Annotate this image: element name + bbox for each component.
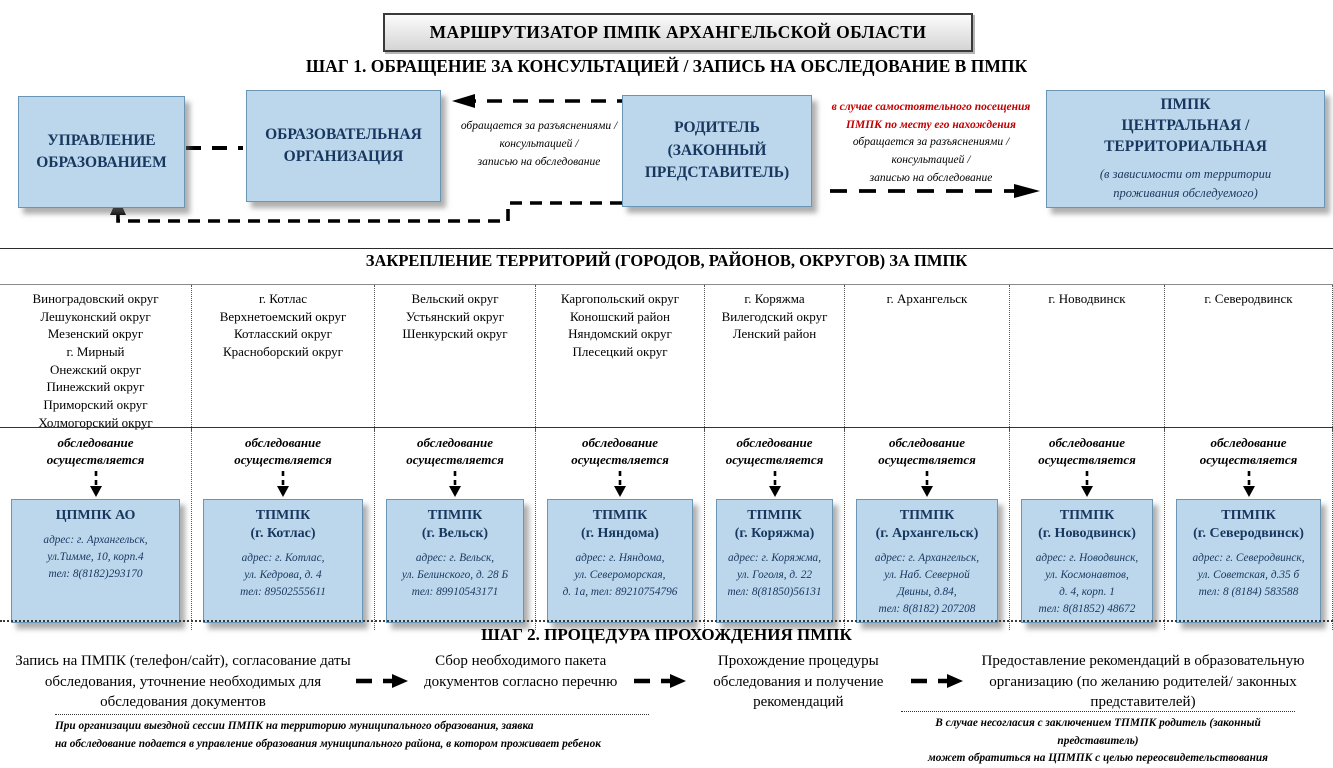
- territory-item: Каргопольский округ: [560, 291, 680, 306]
- parent-box: [622, 95, 812, 207]
- management-box: [18, 96, 185, 208]
- pmpk-central-line: ПМПК: [1160, 96, 1211, 114]
- pmpk-central-box: [1046, 90, 1325, 208]
- step2-heading: ШАГ 2. ПРОЦЕДУРА ПРОХОЖДЕНИЯ ПМПК: [481, 625, 852, 644]
- pmpk-box-subtitle: (г. Коряжма): [734, 525, 815, 541]
- address-line: адрес: г. Коряжма,: [727, 552, 822, 565]
- pmpk-box-title: ТПМПК: [747, 507, 802, 523]
- territory-item: Мезенский округ: [47, 326, 144, 342]
- territory-item: Красноборский округ: [222, 344, 343, 360]
- down-arrow-icon: [916, 471, 938, 498]
- address-line: адрес: г. Новодвинск,: [1035, 552, 1139, 565]
- exam-label-line: обследование: [57, 435, 134, 450]
- down-arrow-icon: [444, 471, 466, 498]
- pmpk-column: [705, 428, 845, 630]
- exam-label-line: обследование: [888, 435, 966, 450]
- address-line: тел: 89502555611: [240, 586, 326, 599]
- pmpk-box-title: ТПМПК: [427, 507, 483, 523]
- territory-column: [1010, 285, 1165, 431]
- pmpk-box-address: [1024, 550, 1150, 618]
- exam-label-line: осуществляется: [1038, 451, 1136, 467]
- address-line: ул. Кедрова, д. 4: [244, 569, 322, 582]
- footnote-left: [55, 714, 649, 753]
- territory-item: г. Котлас: [258, 291, 308, 306]
- pmpk-box-address: [14, 532, 177, 583]
- pmpk-column: [1165, 428, 1333, 630]
- territory-item: Виноградовский округ: [32, 291, 159, 306]
- territory-column: [375, 285, 536, 431]
- footnote-line: на обследование подается в управление образования муниципального района, в котором проживает ребенок: [55, 737, 601, 750]
- territory-item: г. Новодвинск: [1048, 291, 1126, 306]
- parent-line: ПРЕДСТАВИТЕЛЬ): [644, 164, 790, 182]
- pmpk-box-address: [550, 550, 690, 601]
- territories-table: [0, 284, 1333, 428]
- exam-label-line: осуществляется: [234, 451, 332, 467]
- address-line: тел: 8(81852) 48672: [1038, 602, 1136, 615]
- exam-label-line: осуществляется: [1199, 451, 1298, 467]
- address-line: ул. Североморская,: [574, 569, 666, 582]
- territory-item: Холмогорский округ: [38, 414, 153, 430]
- pmpk-box-title: ТПМПК: [1059, 507, 1115, 523]
- pmpk-column: [375, 428, 536, 630]
- divider-line: [0, 248, 1333, 249]
- address-line: адрес: г. Няндома,: [575, 552, 665, 565]
- pmpk-box-subtitle: (г. Новодвинск): [1038, 525, 1136, 541]
- exam-label-line: осуществляется: [406, 451, 504, 467]
- consult-note-line: консультацией /: [891, 153, 971, 166]
- pmpk-contact-box: [203, 499, 363, 623]
- consult-note-line: записью на обследование: [869, 171, 993, 184]
- pmpk-box-subtitle: (г. Котлас): [250, 525, 316, 541]
- pmpk-box-address: [389, 550, 521, 601]
- footnote-line: может обратиться на ЦПМПК с целью переосвидетельствования: [928, 752, 1268, 764]
- step-arrow: [630, 651, 690, 697]
- territory-column: [1165, 285, 1333, 431]
- territory-column: [705, 285, 845, 431]
- exam-label-line: обследование: [416, 435, 494, 450]
- management-line: УПРАВЛЕНИЕ: [47, 131, 156, 149]
- territory-item: Няндомский округ: [568, 326, 672, 342]
- pmpk-contact-box: [856, 499, 998, 623]
- pmpk-box-address: [719, 550, 830, 601]
- address-line: ул. Космонавтов,: [1045, 569, 1129, 582]
- address-line: тел: 8 (8184) 583588: [1198, 586, 1299, 599]
- parent-line: РОДИТЕЛЬ: [674, 119, 760, 137]
- address-line: адрес: г. Архангельск,: [43, 533, 148, 546]
- self-visit-note-line: в случае самостоятельного посещения: [831, 101, 1031, 113]
- territory-item: Устьянский округ: [405, 308, 505, 324]
- consult-note: [447, 118, 631, 171]
- address-line: тел: 8(81850)56131: [727, 586, 822, 599]
- territory-item: Вельский округ: [411, 291, 499, 306]
- pmpk-box-title: ТПМПК: [1221, 507, 1276, 523]
- territory-item: Лешуконский округ: [40, 308, 151, 324]
- address-line: адрес: г. Вельск,: [415, 552, 495, 565]
- self-visit-note-line: ПМПК по месту его нахождения: [846, 118, 1016, 131]
- pmpk-box-address: [206, 550, 360, 601]
- exam-label-line: осуществляется: [46, 451, 145, 467]
- self-visit-note: [812, 99, 1050, 135]
- territory-item: Пинежский округ: [46, 379, 145, 395]
- exam-label-line: обследование: [1048, 435, 1126, 450]
- address-line: тел: 89910543171: [411, 586, 499, 599]
- down-arrow-icon: [272, 471, 294, 498]
- consult-note-line: консультацией /: [499, 137, 579, 150]
- pmpk-central-subtitle: [1100, 165, 1271, 203]
- pmpk-column: [536, 428, 705, 630]
- exam-label: [571, 428, 669, 469]
- territory-item: г. Коряжма: [744, 291, 805, 306]
- page-title-text: МАРШРУТИЗАТОР ПМПК АРХАНГЕЛЬСКОЙ ОБЛАСТИ: [429, 22, 927, 42]
- territory-item: Шенкурский округ: [402, 326, 508, 342]
- exam-label: [878, 428, 976, 469]
- organization-box: [246, 90, 441, 202]
- exam-label: [234, 428, 332, 469]
- consult-note-line: обращается за разъяснениями /: [460, 120, 618, 132]
- dashed-arrow-right-icon: [632, 651, 688, 697]
- pmpk-contact-box: [716, 499, 833, 623]
- territory-column: [0, 285, 192, 431]
- footnote-line: При организации выездной сессии ПМПК на территорию муниципального образования, заявка: [55, 720, 534, 732]
- territory-item: Ленский район: [732, 326, 817, 342]
- territory-column: [845, 285, 1010, 431]
- pmpk-box-subtitle: (г. Вельск): [421, 525, 489, 541]
- territory-item: г. Мирный: [66, 344, 125, 360]
- pmpk-box-address: [859, 550, 995, 618]
- pmpk-box-address: [1179, 550, 1318, 601]
- address-line: ул.Тимме, 10, корп.4: [47, 550, 144, 563]
- dashed-arrow-right-icon: [909, 651, 965, 697]
- address-line: адрес: г. Архангельск,: [874, 552, 980, 565]
- territory-column: [536, 285, 705, 431]
- management-line: ОБРАЗОВАНИЕМ: [36, 154, 167, 171]
- footnote-line: В случае несогласия с заключением ТПМПК родитель (законный представитель): [935, 717, 1261, 747]
- organization-line: ОБРАЗОВАТЕЛЬНАЯ: [265, 125, 422, 143]
- pmpk-box-title: ТПМПК: [255, 507, 311, 523]
- step2-item: Сбор необходимого пакета документов согласно перечню: [424, 653, 618, 690]
- pmpk-box-title: ТПМПК: [592, 507, 648, 523]
- step2-item: Предоставление рекомендаций в образовательную организацию (по желанию родителей/ законных представителей): [981, 653, 1305, 711]
- address-line: тел: 8(8182) 207208: [878, 602, 976, 615]
- pmpk-box-title: ЦПМПК АО: [55, 507, 136, 523]
- consult-note-2: [812, 134, 1050, 187]
- exam-label: [1038, 428, 1136, 469]
- exam-label-line: обследование: [581, 435, 659, 450]
- exam-label: [406, 428, 504, 469]
- down-arrow-icon: [1076, 471, 1098, 498]
- pmpk-column: [1010, 428, 1165, 630]
- pmpk-box-title: ТПМПК: [899, 507, 955, 523]
- pmpk-box-subtitle: (г. Архангельск): [875, 525, 979, 541]
- address-line: ул. Белинского, д. 28 Б: [401, 569, 509, 582]
- territory-item: Котласский округ: [234, 326, 332, 342]
- exam-label: [726, 428, 824, 469]
- step2-item: Прохождение процедуры обследования и получение рекомендаций: [713, 653, 884, 711]
- pmpk-column: [0, 428, 192, 630]
- territory-column: [192, 285, 375, 431]
- pmpk-box-subtitle: (г. Няндома): [581, 525, 659, 541]
- exam-label-line: обследование: [736, 435, 813, 450]
- page-title: [383, 13, 973, 52]
- exam-label-line: осуществляется: [878, 451, 976, 467]
- address-line: адрес: г. Северодвинск,: [1192, 552, 1305, 565]
- pmpk-central-subtitle-line: проживания обследуемого): [1113, 185, 1258, 200]
- pmpk-contact-box: [547, 499, 693, 623]
- footnote-right: [901, 711, 1295, 768]
- step1-heading: ШАГ 1. ОБРАЩЕНИЕ ЗА КОНСУЛЬТАЦИЕЙ / ЗАПИСЬ НА ОБСЛЕДОВАНИЕ В ПМПК: [305, 56, 1028, 76]
- pmpk-column: [845, 428, 1010, 630]
- address-line: д. 4, корп. 1: [1059, 586, 1115, 599]
- pmpk-central-subtitle-line: (в зависимости от территории: [1099, 167, 1272, 182]
- exam-label-line: осуществляется: [725, 451, 824, 467]
- territory-item: г. Архангельск: [886, 291, 968, 306]
- exam-label: [1200, 428, 1298, 469]
- exam-label-line: обследование: [244, 435, 322, 450]
- step2-item: Запись на ПМПК (телефон/сайт), согласование даты обследования, уточнение необходимых для обследования документов: [15, 653, 351, 711]
- step2-procedure-row: [14, 651, 1319, 713]
- territory-item: Онежский округ: [49, 361, 142, 377]
- pmpk-contact-box: [386, 499, 524, 623]
- parent-line: (ЗАКОННЫЙ: [667, 141, 767, 159]
- divider-dotted: [0, 620, 1333, 622]
- down-arrow-icon: [764, 471, 786, 498]
- territory-item: Вилегодский округ: [721, 308, 828, 324]
- exam-label-line: осуществляется: [571, 451, 669, 467]
- pmpk-central-line: ЦЕНТРАЛЬНАЯ /: [1121, 117, 1250, 135]
- address-line: ул. Гоголя, д. 22: [736, 569, 813, 582]
- territory-item: Плесецкий округ: [572, 344, 668, 360]
- address-line: ул. Советская, д.35 б: [1197, 569, 1300, 582]
- pmpk-contact-box: [1021, 499, 1153, 623]
- pmpk-contact-box: [1176, 499, 1321, 623]
- step-arrow: [352, 651, 412, 697]
- down-arrow-icon: [85, 471, 107, 498]
- down-arrow-icon: [1238, 471, 1260, 498]
- organization-line: ОРГАНИЗАЦИЯ: [283, 148, 404, 165]
- territory-item: г. Северодвинск: [1204, 291, 1293, 306]
- exam-label-line: обследование: [1210, 435, 1287, 450]
- consult-note-line: записью на обследование: [477, 155, 601, 168]
- pmpk-box-subtitle: (г. Северодвинск): [1193, 525, 1304, 541]
- address-line: Двины, д.84,: [897, 586, 957, 599]
- pmpk-assignment-row: [0, 427, 1333, 619]
- territory-item: Коношский район: [570, 308, 670, 324]
- address-line: тел: 8(8182)293170: [48, 567, 143, 580]
- consult-note-line: обращается за разъяснениями /: [852, 136, 1010, 148]
- down-arrow-icon: [609, 471, 631, 498]
- dashed-arrow-right-icon: [354, 651, 410, 697]
- address-line: д. 1а, тел: 89210754796: [562, 586, 678, 599]
- pmpk-central-line: ТЕРРИТОРИАЛЬНАЯ: [1104, 138, 1267, 156]
- dashed-arrow-left-icon: [452, 94, 632, 108]
- address-line: адрес: г. Котлас,: [241, 552, 325, 565]
- territories-heading: ЗАКРЕПЛЕНИЕ ТЕРРИТОРИЙ (ГОРОДОВ, РАЙОНОВ, ОКРУГОВ) ЗА ПМПК: [365, 251, 968, 270]
- pmpk-contact-box: [11, 499, 180, 623]
- exam-label: [47, 428, 145, 469]
- step-arrow: [907, 651, 967, 697]
- territory-item: Приморский округ: [43, 397, 148, 413]
- territory-item: Верхнетоемский округ: [219, 308, 347, 324]
- pmpk-column: [192, 428, 375, 630]
- address-line: ул. Наб. Северной: [884, 569, 970, 582]
